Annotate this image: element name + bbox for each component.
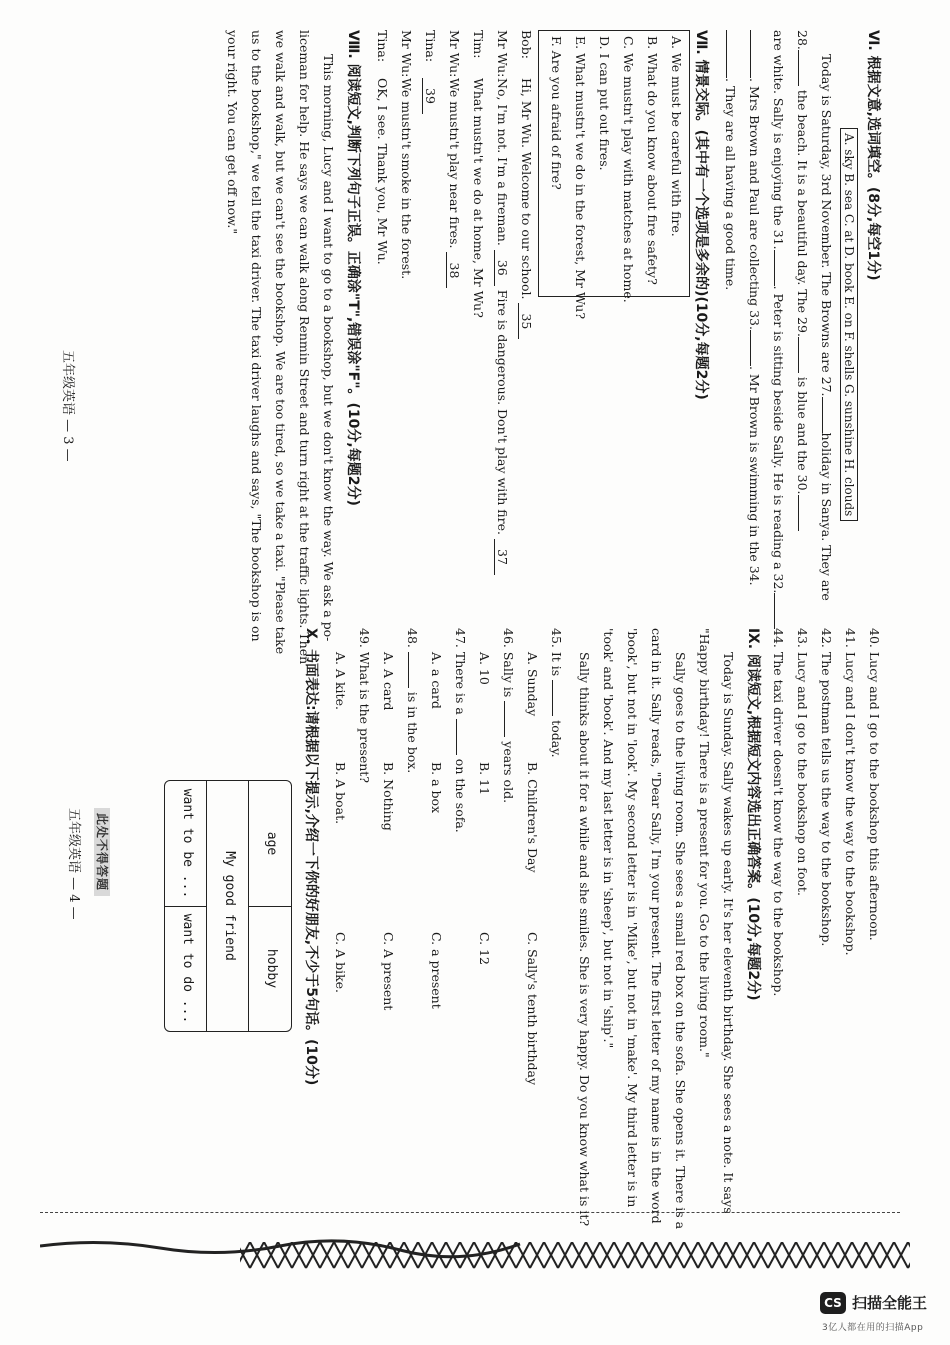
question-49-options [334, 652, 347, 1042]
q49-option-b[interactable]: B. A boat. [333, 762, 348, 825]
scanner-watermark [820, 1290, 940, 1338]
word-bank: A. sky B. sea C. at D. book E. on F. shells G. sunshine H. clouds [840, 128, 858, 521]
question-45: 45. It is today. [549, 628, 564, 758]
sec9-para-line-4: card in it. Sally reads, "Dear Sally, I'm your present. The first letter of my name is in the word [649, 628, 664, 1224]
option-e: E. What mustn't we do in the forest, Mr Wu? [573, 36, 588, 320]
tear-dashed-line [40, 1212, 900, 1213]
camscanner-logo-icon: CS [820, 1292, 846, 1314]
question-41: 41. Lucy and I don't know the way to the bookshop. [843, 628, 858, 956]
sec8-para-line-5: your right. You can get off now." [225, 30, 240, 235]
question-46-options [478, 652, 491, 1042]
no-answer-stamp: 此处不得答题 [94, 808, 110, 896]
watermark-name: 扫描全能王 [852, 1294, 928, 1312]
exam-page-4 [60, 628, 882, 1230]
sec9-para-line-7: Sally thinks about it for a while and she smiles. She is very happy. Do you know what is it? [577, 652, 592, 1227]
q47-option-c[interactable]: C. a present [429, 932, 444, 1009]
prompt-hobby: hobby [264, 948, 279, 989]
dialogue-line-7: Tina:OK, I see. Thank you, Mr Wu. [375, 30, 390, 265]
q48-option-a[interactable]: A. A card [381, 652, 396, 711]
question-48: 48. is in the box. [405, 628, 420, 774]
q45-option-a[interactable]: A. Sunday [525, 652, 540, 717]
dialogue-line-3: Tim:What mustn't we do at home, Mr Wu? [471, 30, 486, 318]
section-6-title: Ⅵ. 根据文意,选词填空。(8分,每空1分) [865, 30, 881, 281]
question-45-options [526, 652, 539, 1132]
question-48-options [382, 652, 395, 1042]
sec9-para-line-6: 'took' and 'book'. And my last letter is in 'sheep', but not in 'ship'." [601, 628, 616, 1049]
question-40: 40. Lucy and I go to the bookshop this afternoon. [867, 628, 882, 941]
question-46: 46. Sally is years old. [501, 628, 516, 804]
q46-option-c[interactable]: C. 12 [477, 932, 492, 965]
section-10-title: Ⅹ. 书面表达:请根据以下提示,介绍一下你的好朋友,不少于5句话。(10分) [303, 628, 319, 1086]
question-47: 47. There is a on the sofa. [453, 628, 468, 833]
q49-option-c[interactable]: C. A bike. [333, 932, 348, 994]
page-4-footer: 五年级英语 — 4 — [66, 808, 81, 920]
section-9-title: Ⅸ. 阅读短文,根据短文内容选出正确答案。(10分,每题2分) [745, 628, 761, 1001]
question-49: 49. What is the present? [357, 628, 372, 783]
prompt-center: My good friend [222, 851, 237, 961]
sec8-para-line-2: liceman for help. He says we can walk along Renmin Street and turn right at the traffic lights. Then [297, 30, 312, 665]
q48-option-c[interactable]: C. A present [381, 932, 396, 1011]
section-8-title: Ⅷ. 阅读短文,判断下列句子正误。正确涂"T",错误涂"F"。(10分,每题2分) [345, 30, 361, 506]
sec9-para-line-2: "Happy birthday! There is a present for you. Go to the living room." [697, 628, 712, 1058]
sec6-line-1: Today is Saturday, 3rd November. The Browns are 27.holiday in Sanya. They are [819, 54, 834, 601]
q45-option-c[interactable]: C. Sally's tenth birthday [525, 932, 540, 1086]
watermark-subtitle: 3亿人都在用的扫描App [822, 1323, 924, 1333]
tear-zigzag-edge [40, 1238, 910, 1272]
q48-option-b[interactable]: B. Nothing [381, 762, 396, 831]
sec8-para-line-4: us to the bookshop," we tell the taxi driver. The taxi driver laughs and says, "The bookshop is on [249, 30, 264, 642]
dialogue-line-6: Mr Wu:We mustn't smoke in the forest. [399, 30, 414, 280]
writing-prompt-grid [164, 780, 292, 1032]
page-3-footer: 五年级英语 — 3 — [60, 350, 75, 462]
section-7-title: Ⅶ. 情景交际。(其中有一个选项是多余的)(10分,每题2分) [693, 30, 709, 400]
q45-option-b[interactable]: B. Children's Day [525, 762, 540, 873]
q47-option-b[interactable]: B. a box [429, 762, 444, 814]
sec8-para-line-3: we walk and walk, but we can't see the bookshop. We are too tired, so we take a taxi. "Please take [273, 30, 288, 655]
option-c: C. We mustn't play with matches at home. [621, 36, 636, 303]
option-b: B. What do you know about fire safety? [645, 36, 660, 285]
dialogue-line-1: Bob:Hi, Mr Wu. Welcome to our school. 35 [519, 30, 533, 339]
question-47-options [430, 652, 443, 1042]
dialogue-line-4: Mr Wu:We mustn't play near fires. 38 [447, 30, 461, 288]
sec6-line-3: are white. Sally is enjoying the 31.. Peter is sitting beside Sally. He is reading a 32. [772, 30, 785, 629]
sec6-line-2: 28. the beach. It is a beautiful day. The 29. is blue and the 30. [796, 30, 809, 531]
option-a: A. We must be careful with fire. [669, 36, 684, 237]
option-d: D. I can put out fires. [597, 36, 612, 171]
question-42: 42. The postman tells us the way to the bookshop. [819, 628, 834, 947]
question-44: 44. The taxi driver doesn't know the way to the bookshop. [771, 628, 786, 997]
q46-option-a[interactable]: A. 10 [477, 652, 492, 685]
exam-page-3 [60, 30, 881, 665]
q47-option-a[interactable]: A. a card [429, 652, 444, 709]
sec9-para-line-3: Sally goes to the living room. She sees a small red box on the sofa. She opens it. There is a [673, 652, 688, 1230]
sec6-line-5: . They are all having a good time. [724, 30, 737, 290]
dialogue-line-2: Mr Wu:No, I'm not. I'm a fireman. 36 Fire is dangerous. Don't play with fire. 37 [495, 30, 509, 575]
question-43: 43. Lucy and I go to the bookshop on foot. [795, 628, 810, 896]
dialogue-line-5: Tina:39 [423, 30, 437, 114]
prompt-age: age [264, 831, 279, 856]
sec6-line-4: . Mrs Brown and Paul are collecting 33.. Mr Brown is swimming in the 34. [748, 30, 761, 586]
q49-option-a[interactable]: A. A kite. [333, 652, 348, 710]
prompt-want-do: want to do ... [180, 913, 195, 1024]
q46-option-b[interactable]: B. 11 [477, 762, 492, 796]
sec9-para-line-5: 'book', but not in 'look'. My second letter is in 'Mike', but not in 'make'. My third letter is in [625, 628, 640, 1208]
sec9-para-line-1: Today is Sunday. Sally wakes up early. It's her eleventh birthday. She sees a note. It says [721, 652, 736, 1214]
sec8-para-line-1: This morning, Lucy and I want to go to a bookshop, but we don't know the way. We ask a po- [321, 54, 336, 642]
prompt-want-be: want to be ... [180, 788, 195, 899]
option-f: F. Are you afraid of fire? [549, 36, 564, 190]
